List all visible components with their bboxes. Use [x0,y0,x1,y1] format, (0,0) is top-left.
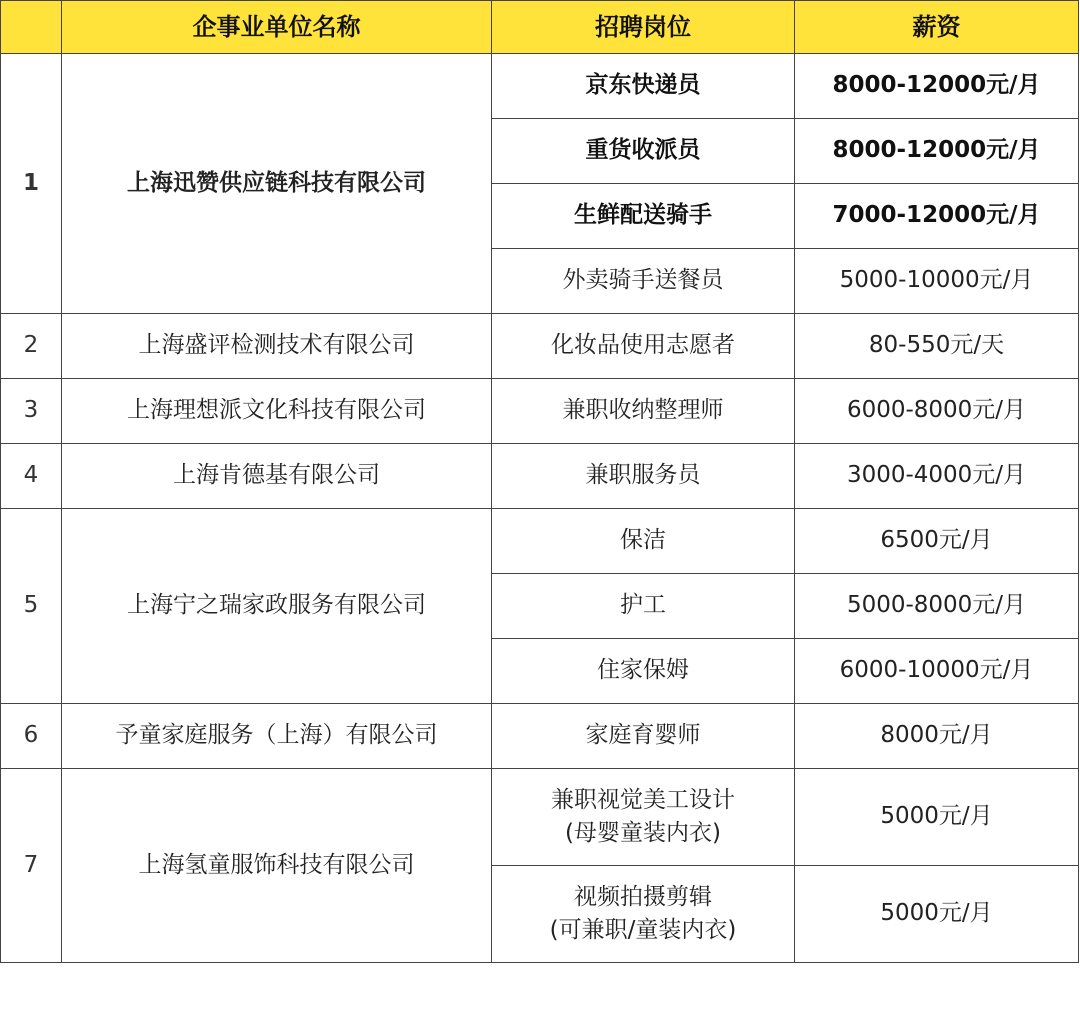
job-salary: 6500元/月 [795,509,1079,574]
header-number [1,1,62,54]
header-salary: 薪资 [795,1,1079,54]
row-number: 5 [1,509,62,704]
table-row [1,444,1079,509]
header-company: 企事业单位名称 [62,1,492,54]
job-salary: 5000元/月 [795,769,1079,866]
row-number: 1 [1,54,62,314]
job-position: 外卖骑手送餐员 [492,249,795,314]
job-position: 重货收派员 [492,119,795,184]
job-salary: 5000-8000元/月 [795,574,1079,639]
table-row [1,704,1079,769]
job-salary: 6000-8000元/月 [795,379,1079,444]
company-name: 上海迅赞供应链科技有限公司 [62,54,492,314]
header-position: 招聘岗位 [492,1,795,54]
job-position: 化妆品使用志愿者 [492,314,795,379]
job-salary: 8000-12000元/月 [795,119,1079,184]
row-number: 6 [1,704,62,769]
company-name: 上海氢童服饰科技有限公司 [62,769,492,963]
table-row [1,509,1079,574]
job-position: 京东快递员 [492,54,795,119]
table-row [1,54,1079,119]
job-position: 家庭育婴师 [492,704,795,769]
company-name: 予童家庭服务（上海）有限公司 [62,704,492,769]
company-name: 上海肯德基有限公司 [62,444,492,509]
job-salary: 7000-12000元/月 [795,184,1079,249]
job-position: 生鲜配送骑手 [492,184,795,249]
job-position: 兼职服务员 [492,444,795,509]
job-position: 兼职视觉美工设计 (母婴童装内衣) [492,769,795,866]
table-row [1,314,1079,379]
company-name: 上海宁之瑞家政服务有限公司 [62,509,492,704]
row-number: 2 [1,314,62,379]
job-position: 住家保姆 [492,639,795,704]
company-name: 上海盛评检测技术有限公司 [62,314,492,379]
table-row [1,379,1079,444]
company-name: 上海理想派文化科技有限公司 [62,379,492,444]
job-position: 视频拍摄剪辑 (可兼职/童装内衣) [492,866,795,963]
job-position: 保洁 [492,509,795,574]
job-position: 兼职收纳整理师 [492,379,795,444]
job-salary: 5000-10000元/月 [795,249,1079,314]
table-row [1,769,1079,866]
job-position: 护工 [492,574,795,639]
row-number: 4 [1,444,62,509]
row-number: 7 [1,769,62,963]
row-number: 3 [1,379,62,444]
job-salary: 8000元/月 [795,704,1079,769]
job-salary: 3000-4000元/月 [795,444,1079,509]
job-salary: 6000-10000元/月 [795,639,1079,704]
job-salary: 8000-12000元/月 [795,54,1079,119]
table-header-row [1,1,1079,54]
job-salary: 80-550元/天 [795,314,1079,379]
job-salary: 5000元/月 [795,866,1079,963]
